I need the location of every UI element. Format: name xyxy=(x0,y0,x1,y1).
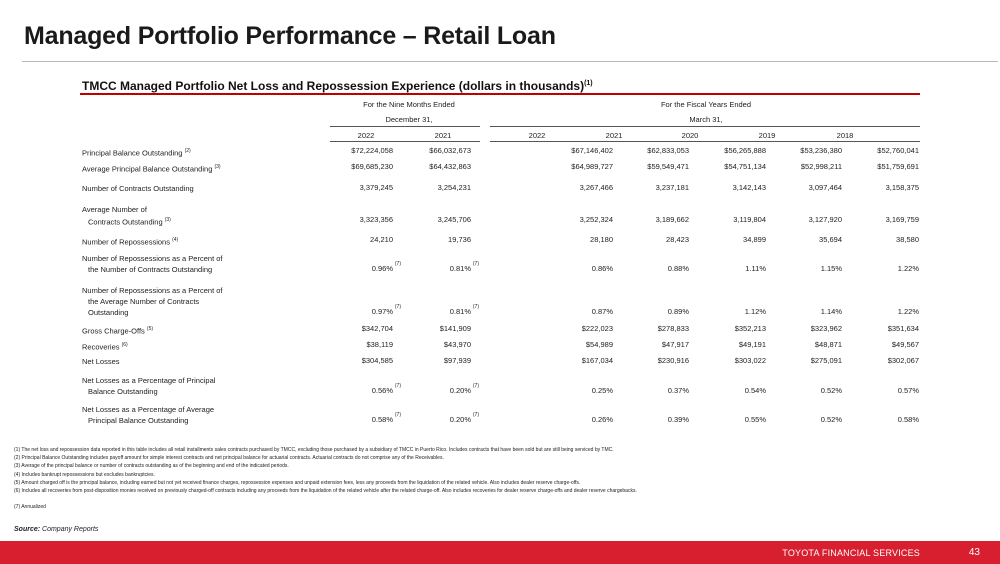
table-cell: $304,585 xyxy=(361,356,393,365)
table-cell: $303,022 xyxy=(734,356,766,365)
table-cell: 0.25% xyxy=(591,386,613,395)
table-cell: 1.22% xyxy=(897,264,919,273)
table-cell: 3,169,759 xyxy=(885,215,919,224)
table-cell: $323,962 xyxy=(810,324,842,333)
page-title: Managed Portfolio Performance – Retail Loan xyxy=(24,22,556,50)
table-title: TMCC Managed Portfolio Net Loss and Repossession Experience (dollars in thousands)$^{(1)}$ xyxy=(82,79,593,93)
table-cell: 34,899 xyxy=(743,235,766,244)
source-note: Source: Company Reports xyxy=(14,526,99,533)
table-cell: 1.22% xyxy=(897,307,919,316)
table-cell: 0.26% xyxy=(591,415,613,424)
table-cell: $222,023 xyxy=(581,324,613,333)
footnote: (6) Includes all recoveries from post-disposition monies received on previously charged-off contracts including any proceeds from the liquidation of the related vehicle after the related charge-off. Also includes recoveries for dealer reserve charge-offs and dealer reserve chargebacks. xyxy=(14,488,637,495)
table-cell: $302,067 xyxy=(887,356,919,365)
page-number: 43 xyxy=(968,547,980,558)
group-left-line2: December 31, xyxy=(385,115,433,124)
row-label: Net Losses xyxy=(82,357,120,366)
table-cell: $48,871 xyxy=(814,340,842,349)
table-cell: 35,694 xyxy=(819,235,842,244)
table-cell: 3,097,464 xyxy=(808,183,842,192)
table-cell: 24,210 xyxy=(370,235,393,244)
table-cell: 0.52% xyxy=(820,386,842,395)
table-cell: $59,549,471 xyxy=(647,162,689,171)
table-cell: 3,142,143 xyxy=(732,183,766,192)
title-divider xyxy=(22,61,998,62)
table-cell: $62,833,053 xyxy=(647,146,689,155)
table-cell: $54,751,134 xyxy=(724,162,766,171)
table-cell: 0.96% (7) xyxy=(371,261,401,273)
table-cell: $54,989 xyxy=(585,340,613,349)
table-cell: 0.81% (7) xyxy=(449,261,479,273)
table-cell: $141,909 xyxy=(439,324,471,333)
table-cell: $64,989,727 xyxy=(571,162,613,171)
row-label: Principal Balance Outstanding $^{(2)}$ xyxy=(82,148,191,158)
row-label: Net Losses as a Percentage of Average Principal Balance Outstanding xyxy=(82,405,215,425)
table-cell: 28,180 xyxy=(590,235,613,244)
table-cell: 3,323,356 xyxy=(359,215,393,224)
table-cell: 0.87% xyxy=(591,307,613,316)
table-cell: 3,245,706 xyxy=(437,215,471,224)
table-cell: 28,423 xyxy=(666,235,689,244)
table-cell: 3,379,245 xyxy=(359,183,393,192)
table-cell: $342,704 xyxy=(361,324,393,333)
table-cell: 0.97% (7) xyxy=(371,304,401,316)
year-rule-left xyxy=(330,141,480,142)
footnote: (7) Annualized xyxy=(14,504,46,511)
table-cell: 0.56% (7) xyxy=(371,383,401,395)
table-cell: $351,634 xyxy=(887,324,919,333)
footnotes xyxy=(14,446,637,512)
table-cell: $53,236,380 xyxy=(800,146,842,155)
year-header: 2022 xyxy=(528,131,546,140)
table-cell: $49,567 xyxy=(891,340,919,349)
table-cell: $72,224,058 xyxy=(351,146,393,155)
table-cell: 1.14% xyxy=(820,307,842,316)
footnote: (5) Amount charged off is the principal balance, including earned but not yet received finance charges, repossession expenses and unpaid extension fees, less any proceeds from the liquidation of the related vehicle. Also includes dealer reserve charge-offs. xyxy=(14,479,581,486)
table-cell: 0.20% (7) xyxy=(449,412,479,424)
table-cell: 0.57% xyxy=(897,386,919,395)
table-cell: $67,146,402 xyxy=(571,146,613,155)
footnote: (2) Principal Balance Outstanding includes payoff amount for simple interest contracts and net principal balance for actuarial contracts. Actuarial contracts do not comprise any of the Receivables. xyxy=(14,455,444,462)
table-cell: $49,191 xyxy=(738,340,766,349)
table-cell: 3,158,375 xyxy=(885,183,919,192)
year-header: 2022 xyxy=(357,131,375,140)
year-rule-right xyxy=(490,141,920,142)
header-rule-left xyxy=(330,126,480,127)
table-cell: 1.12% xyxy=(744,307,766,316)
table-cell: $64,432,863 xyxy=(429,162,471,171)
row-label: Average Number of Contracts Outstanding $^{(3)}$ xyxy=(82,205,171,227)
table-cell: 3,252,324 xyxy=(579,215,613,224)
table-cell: 3,119,804 xyxy=(733,215,766,224)
table-cell: $69,685,230 xyxy=(351,162,393,171)
table-cell: 0.55% xyxy=(744,415,766,424)
table-cell: $51,759,691 xyxy=(877,162,919,171)
year-header: 2019 xyxy=(758,131,776,140)
table-cell: 0.52% xyxy=(820,415,842,424)
table-cell: $43,970 xyxy=(443,340,471,349)
year-header: 2021 xyxy=(605,131,623,140)
row-label: Average Principal Balance Outstanding $^{(3)}$ xyxy=(82,164,221,174)
table-cell: 0.89% xyxy=(667,307,689,316)
row-label: Number of Repossessions $^{(4)}$ xyxy=(82,237,179,247)
table-cell: 1.15% xyxy=(820,264,842,273)
group-right-line2: March 31, xyxy=(689,115,723,124)
table-cell: $278,833 xyxy=(657,324,689,333)
footnote: (3) Average of the principal balance or number of contracts outstanding as of the beginning and end of the indicated periods. xyxy=(14,463,289,470)
table-cell: 1.11% xyxy=(745,264,766,273)
group-left-line1: For the Nine Months Ended xyxy=(363,100,455,109)
table-cell: $47,917 xyxy=(661,340,689,349)
table-cell: 3,189,662 xyxy=(655,215,689,224)
table-cell: 0.58% xyxy=(897,415,919,424)
table-cell: $275,091 xyxy=(810,356,842,365)
table-cell: 3,237,181 xyxy=(655,183,689,192)
table-cell: $38,119 xyxy=(366,340,393,349)
table-cell: 19,736 xyxy=(448,235,471,244)
table-cell: 0.39% xyxy=(667,415,689,424)
group-right-line1: For the Fiscal Years Ended xyxy=(660,100,752,109)
table-cell: 0.86% xyxy=(591,264,613,273)
table-cell: 0.54% xyxy=(744,386,766,395)
year-header: 2020 xyxy=(681,131,699,140)
table-cell: 0.20% (7) xyxy=(449,383,479,395)
table-cell: $167,034 xyxy=(581,356,613,365)
table-cell: $97,939 xyxy=(443,356,471,365)
header-rule-right xyxy=(490,126,920,127)
footnote xyxy=(14,495,637,503)
table-cell: 3,254,231 xyxy=(437,183,471,192)
year-header: 2021 xyxy=(434,131,452,140)
table-cell: 0.88% xyxy=(667,264,689,273)
table-cell: 3,267,466 xyxy=(579,183,613,192)
table-cell: 3,127,920 xyxy=(808,215,842,224)
footnote: (4) Includes bankrupt repossessions but excludes bankruptcies. xyxy=(14,471,155,478)
table-cell: $52,760,041 xyxy=(877,146,919,155)
footnote: (1) The net loss and repossession data reported in this table includes all retail installments sales contracts purchased by TMCC, excluding those purchased by a subsidiary of TMCC in Puerto Rico. Includes contracts that have been sold but are still being serviced by TMC. xyxy=(14,447,614,453)
row-label: Number of Repossessions as a Percent of the Number of Contracts Outstanding xyxy=(82,254,223,274)
footer-company: TOYOTA FINANCIAL SERVICES xyxy=(782,548,920,558)
table-cell: 0.81% (7) xyxy=(449,304,479,316)
row-label: Net Losses as a Percentage of Principal Balance Outstanding xyxy=(82,376,216,396)
table-cell: $230,916 xyxy=(657,356,689,365)
year-header: 2018 xyxy=(836,131,854,140)
row-label: Recoveries $^{(6)}$ xyxy=(82,342,128,352)
row-label: Number of Repossessions as a Percent of the Average Number of Contracts Outstanding xyxy=(82,286,223,317)
table-cell: $66,032,673 xyxy=(429,146,471,155)
table-cell: 0.37% xyxy=(667,386,689,395)
table-cell: 0.58% (7) xyxy=(371,412,401,424)
table-cell: $56,265,888 xyxy=(724,146,766,155)
table-title-underline xyxy=(80,93,920,95)
row-label: Gross Charge-Offs $^{(5)}$ xyxy=(82,326,154,336)
table-cell: $352,213 xyxy=(734,324,766,333)
row-label: Number of Contracts Outstanding xyxy=(82,184,194,193)
table-cell: $52,998,211 xyxy=(800,162,842,171)
table-cell: 38,580 xyxy=(896,235,919,244)
